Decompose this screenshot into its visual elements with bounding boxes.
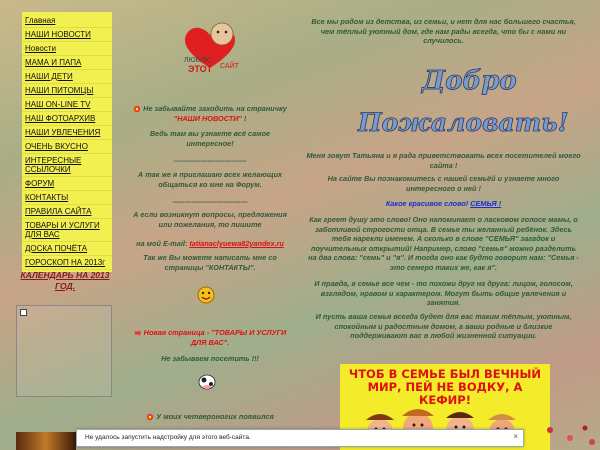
email-link[interactable]: tatianaclyuewa82yandex.ru bbox=[189, 239, 284, 248]
goods-services-link[interactable]: "ТОВАРЫ И УСЛУГИ ДЛЯ ВАС" bbox=[190, 328, 287, 347]
calendar-title[interactable]: КАЛЕНДАРЬ НА 2013 ГОД. bbox=[20, 270, 110, 291]
intro-text: Все мы родом из детства, из семьи, и нет для нас большего счастья, чем тёплый уютный дом, где нам рады всегда, что бы с нами ни случилось. bbox=[311, 17, 576, 45]
news-interest: Ведь там вы узнаете всё самое интересное! bbox=[149, 129, 271, 148]
nav-item[interactable]: ТОВАРЫ И УСЛУГИ ДЛЯ ВАС bbox=[22, 219, 112, 242]
left-thumbnail-image bbox=[16, 432, 76, 450]
forum-invite: А так же я приглашаю всех желающих общаться ко мне на Форум. bbox=[137, 170, 283, 189]
nav-item[interactable]: НАШИ НОВОСТИ bbox=[22, 28, 112, 42]
welcome-banner bbox=[352, 55, 569, 143]
nav-item[interactable]: НАШ ON-LINE TV bbox=[22, 98, 112, 112]
decorative-flowers bbox=[530, 420, 600, 450]
new-page-end: . bbox=[227, 337, 230, 347]
family-word-label: Какое красивое слово! bbox=[385, 199, 471, 208]
contact-invite: А если возникнут вопросы, предложения или пожелания, то пишите bbox=[133, 210, 287, 229]
family-paragraph-3: И пусть ваша семья всегда будет для вас таким тёплым, уютным, спокойным и радостным домом, а ваши родные и близкие поддерживают вас в любой жизненной ситуации. bbox=[315, 312, 572, 340]
close-icon[interactable]: × bbox=[513, 432, 518, 441]
nav-item[interactable]: Новости bbox=[22, 42, 112, 56]
nav-item[interactable]: КОНТАКТЫ bbox=[22, 191, 112, 205]
news-reminder-end: ! bbox=[241, 113, 247, 123]
family-paragraph-1: Как греет душу это слово! Оно напоминает о ласковом голосе мамы, о заботливой строгости отца. В семье ты желанный ребёнок. Здесь тебя нарекли именем. А сколько в слове "СЕМЬЯ" загадок и поучительных открытий! Например, слово "семья" можно разделить на два слова: "семь" и "я". И тогда оно как будто говорит нам: "Семья - это семеро таких же, как я". bbox=[308, 215, 579, 272]
email-label: на мой E-mail: bbox=[136, 239, 190, 248]
separator-1: ------------------------------ bbox=[173, 156, 247, 165]
welcome-word-1: Добро bbox=[422, 66, 517, 96]
smiley-icon bbox=[196, 285, 216, 305]
calendar-embed[interactable] bbox=[16, 305, 112, 397]
kefir-banner-text: ЧТОБ В СЕМЬЕ БЫЛ ВЕЧНЫЙ МИР, ПЕЙ НЕ ВОДКУ, А КЕФИР! bbox=[348, 367, 542, 407]
main-nav bbox=[22, 12, 112, 272]
cow-icon bbox=[196, 370, 218, 392]
logo-site: САЙТ bbox=[220, 63, 239, 70]
flower-bullet-icon-2 bbox=[146, 413, 154, 421]
logo-letter: Я bbox=[192, 29, 203, 46]
nav-item[interactable]: ГОРОСКОП НА 2013г bbox=[22, 256, 112, 270]
logo-this: ЭТОТ bbox=[188, 64, 213, 74]
welcome-word-2: Пожаловать! bbox=[358, 108, 569, 137]
family-word-line bbox=[306, 199, 581, 209]
pets-news bbox=[130, 412, 290, 422]
nav-item[interactable]: НАШ ФОТОАРХИВ bbox=[22, 112, 112, 126]
nav-item[interactable]: ПРАВИЛА САЙТА bbox=[22, 205, 112, 219]
site-about-text: На сайте Вы познакомитесь с нашей семьёй и узнаете много интересного о ней ! bbox=[327, 174, 560, 193]
news-reminder-text: Не забывайте заходить на страничку bbox=[143, 104, 287, 113]
nav-item[interactable]: НАШИ ПИТОМЦЫ bbox=[22, 84, 112, 98]
pets-news-text: У моих четвероногих появился bbox=[156, 412, 274, 421]
toast-message: Не удалось запустить надстройку для этого веб-сайта. bbox=[85, 434, 251, 441]
nav-item[interactable]: ОЧЕНЬ ВКУСНО bbox=[22, 140, 112, 154]
visit-reminder: Не забываем посетить !!! bbox=[161, 354, 259, 363]
addon-error-toast bbox=[76, 429, 524, 447]
nav-item[interactable]: ФОРУМ bbox=[22, 177, 112, 191]
news-reminder bbox=[130, 104, 290, 123]
flower-bullet-icon bbox=[133, 105, 141, 113]
nav-item[interactable]: ИНТЕРЕСНЫЕ ССЫЛОЧКИ bbox=[22, 154, 112, 177]
contacts-note: Так же Вы можете написать мне со страницы "КОНТАКТЫ". bbox=[143, 253, 277, 272]
greeting-text: Меня зовут Татьяна и я рада приветствовать всех посетителей моего сайта ! bbox=[306, 151, 581, 170]
family-link[interactable]: СЕМЬЯ ! bbox=[470, 199, 502, 208]
nav-item[interactable]: Главная bbox=[22, 14, 112, 28]
nav-item[interactable]: ДОСКА ПОЧЁТА bbox=[22, 242, 112, 256]
separator-2: ------------------------------- bbox=[172, 197, 248, 206]
new-page-label: Новая страница - bbox=[143, 328, 212, 337]
family-paragraph-2: И правда, в семье все чем - то похожи друг на друга: лицом, голосом, взглядом, нравом и характером. Могут быть общие увлечения и занятия. bbox=[314, 279, 573, 307]
i-love-this-site-logo bbox=[170, 16, 250, 76]
new-page-note bbox=[130, 328, 290, 347]
nav-item[interactable]: МАМА И ПАПА bbox=[22, 56, 112, 70]
email-line bbox=[130, 239, 290, 249]
nav-item[interactable]: НАШИ УВЛЕЧЕНИЯ bbox=[22, 126, 112, 140]
news-page-link[interactable]: "НАШИ НОВОСТИ" bbox=[173, 113, 242, 123]
arrow-bullet-icon bbox=[134, 329, 142, 337]
nav-item[interactable]: НАШИ ДЕТИ bbox=[22, 70, 112, 84]
plugin-placeholder-icon bbox=[20, 309, 27, 316]
logo-love: ЛЮБЛЮ bbox=[184, 57, 212, 64]
